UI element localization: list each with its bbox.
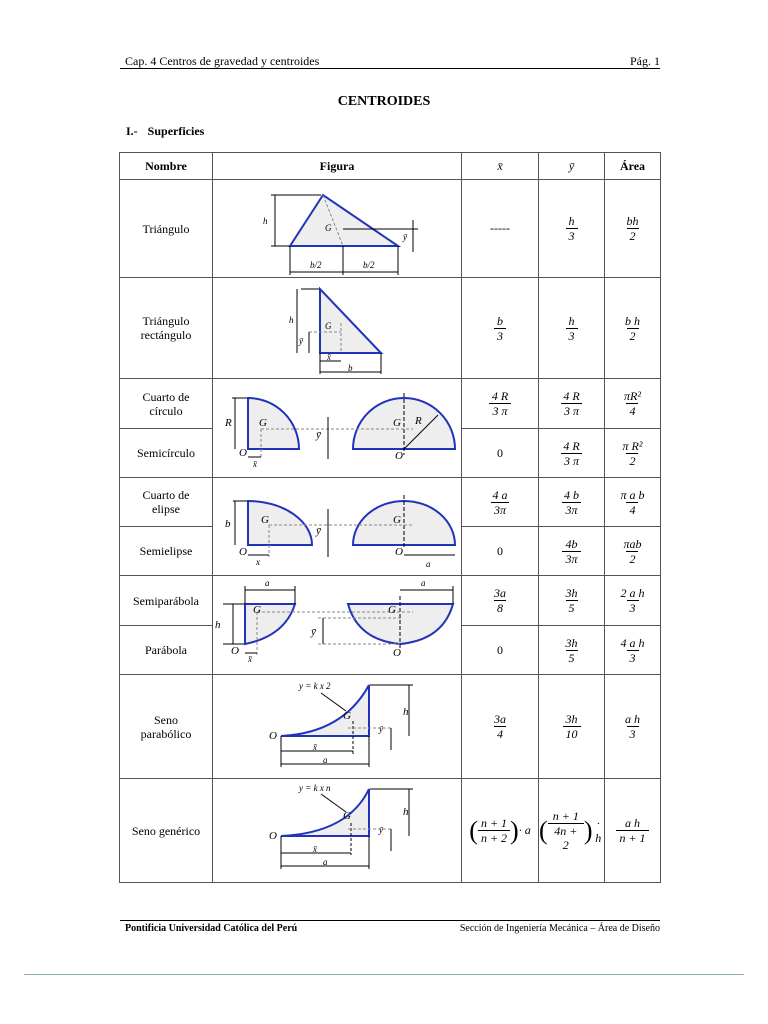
area-value: $\frac{\text{π a b}}{4}$ [605, 478, 661, 527]
triangle-figure [213, 180, 462, 278]
ybar-value: $\frac{4 R}{3 \pi}$ [539, 429, 605, 478]
lbl-h: h [263, 216, 268, 226]
lbl-ybar: ȳ [311, 626, 316, 638]
footer-section: Sección de Ingeniería Mecánica – Área de Diseño [459, 923, 660, 934]
lbl-a: a [426, 558, 431, 569]
circle-figure [213, 379, 462, 478]
col-figura: Figura [213, 153, 462, 180]
table-row [120, 379, 661, 429]
xbar-value: ----- [462, 180, 539, 278]
lbl-h: h [215, 619, 221, 631]
col-nombre: Nombre [120, 153, 213, 180]
xbar-value: 0 [462, 527, 539, 576]
xbar-value: $\frac{4 R}{3 \pi}$ [462, 379, 539, 429]
lbl-xbar: x̄ [313, 742, 317, 752]
area-value: $\frac{\text{πab}}{2}$ [605, 527, 661, 576]
row-name: Semielipse [120, 527, 213, 576]
lbl-a: a [323, 755, 328, 765]
xbar-value: 0 [462, 429, 539, 478]
row-name: Triángulo rectángulo [120, 278, 213, 379]
table-row [120, 278, 661, 379]
ybar-value: ( $\frac{n + 1}{4n + 2}$ ) · h [539, 779, 605, 883]
table-row [120, 675, 661, 779]
area-value: $\frac{\text{4 a h}}{3}$ [605, 626, 661, 675]
xbar-value: $\frac{3a}{8}$ [462, 576, 539, 626]
area-value: $\frac{\text{b h}}{2}$ [605, 278, 661, 379]
lbl-G: G [343, 810, 351, 822]
lbl-b: b [225, 517, 231, 530]
lbl-xbar: x̄ [248, 654, 252, 664]
lbl-xbar: x̄ [253, 459, 257, 469]
lbl-G-left: G [253, 604, 261, 616]
lbl-ybar: ȳ [379, 825, 383, 835]
general-spandrel-figure [213, 779, 462, 883]
lbl-x: x [256, 556, 260, 567]
header-page: Pág. 1 [630, 54, 660, 68]
lbl-G-left: G [259, 417, 267, 429]
area-value: $\frac{\text{a h}}{n + 1}$ [605, 779, 661, 883]
lbl-O-right: O [395, 545, 403, 558]
section-number: I.- [126, 124, 138, 138]
ybar-value: $\frac{h}{3}$ [539, 180, 605, 278]
lbl-G: G [325, 321, 332, 331]
xbar-value: $\frac{3a}{4}$ [462, 675, 539, 779]
lbl-G-left: G [261, 513, 269, 526]
ybar-value: $\frac{4 R}{3 \pi}$ [539, 379, 605, 429]
footer-university: Pontificia Universidad Católica del Perú [125, 923, 298, 934]
lbl-b: b [348, 363, 353, 373]
lbl-ybar: ȳ [316, 524, 321, 537]
parabolic-spandrel-figure [213, 675, 462, 779]
xbar-value: $\frac{4 a}{3\pi}$ [462, 478, 539, 527]
area-value: $\frac{\text{a h}}{3}$ [605, 675, 661, 779]
row-name: Cuarto de círculo [120, 379, 213, 429]
ybar-value: $\frac{h}{3}$ [539, 278, 605, 379]
lbl-O: O [269, 730, 277, 742]
xbar-value: $\frac{b}{3}$ [462, 278, 539, 379]
lbl-a-right: a [421, 578, 426, 588]
lbl-equation: y = k x n [299, 783, 331, 793]
lbl-b2-left: b/2 [310, 260, 322, 270]
lbl-O-right: O [393, 647, 401, 659]
col-xbar: x̄ [462, 153, 539, 180]
col-ybar: ȳ [539, 153, 605, 180]
lbl-equation: y = k x 2 [299, 681, 331, 691]
area-value: $\frac{\text{πR²}}{4}$ [605, 379, 661, 429]
row-name: Semiparábola [120, 576, 213, 626]
lbl-h: h [403, 806, 409, 818]
ybar-value: $\frac{3h}{5}$ [539, 626, 605, 675]
lbl-xbar: x̄ [313, 844, 317, 854]
row-name: Seno parabólico [120, 675, 213, 779]
area-value: $\frac{\text{π R²}}{2}$ [605, 429, 661, 478]
page-title: CENTROIDES [337, 94, 431, 109]
table-row [120, 779, 661, 883]
lbl-b2-right: b/2 [363, 260, 375, 270]
lbl-h: h [289, 315, 294, 325]
table-row [120, 478, 661, 527]
lbl-O-right: O [395, 450, 403, 462]
ybar-value: $\frac{4b}{3\pi}$ [539, 527, 605, 576]
area-value: $\frac{bh}{2}$ [605, 180, 661, 278]
page-bottom-rule [24, 974, 744, 975]
lbl-G-right: G [388, 604, 396, 616]
header-chapter: Cap. 4 Centros de gravedad y centroides [125, 54, 320, 68]
lbl-a-left: a [265, 578, 270, 588]
table-header-row [120, 153, 661, 180]
ellipse-figure [213, 478, 462, 576]
ybar-value: $\frac{3h}{5}$ [539, 576, 605, 626]
lbl-R-left: R [225, 417, 232, 429]
lbl-ybar: ȳ [316, 429, 321, 441]
col-area: Área [605, 153, 661, 180]
row-name: Cuarto de elipse [120, 478, 213, 527]
ybar-value: $\frac{3h}{10}$ [539, 675, 605, 779]
lbl-G-right: G [393, 513, 401, 526]
lbl-O: O [269, 830, 277, 842]
lbl-O-left: O [239, 447, 247, 459]
section-name: Superficies [147, 124, 205, 138]
row-name: Parábola [120, 626, 213, 675]
area-value: $\frac{\text{2 a h}}{3}$ [605, 576, 661, 626]
lbl-O-left: O [239, 545, 247, 558]
ybar-value: $\frac{4 b}{3\pi}$ [539, 478, 605, 527]
section-heading [126, 124, 204, 139]
footer-rule [120, 920, 660, 921]
lbl-ybar: ȳ [299, 336, 303, 346]
row-name: Semicírculo [120, 429, 213, 478]
parabola-figure [213, 576, 462, 675]
lbl-ybar: ȳ [379, 724, 383, 734]
lbl-G: G [325, 223, 332, 233]
lbl-xbar: x̄ [327, 352, 331, 362]
header-rule [120, 68, 660, 69]
centroids-table [119, 152, 661, 883]
xbar-value: 0 [462, 626, 539, 675]
row-name: Seno genérico [120, 779, 213, 883]
table-row [120, 576, 661, 626]
lbl-G: G [343, 710, 351, 722]
xbar-value: ( $\frac{n + 1}{n + 2}$ ) · a [462, 779, 539, 883]
lbl-G-right: G [393, 417, 401, 429]
lbl-O-left: O [231, 645, 239, 657]
row-name: Triángulo [120, 180, 213, 278]
lbl-ybar: ȳ [403, 232, 407, 242]
table-row [120, 180, 661, 278]
right-triangle-figure [213, 278, 462, 379]
lbl-h: h [403, 706, 409, 718]
lbl-a: a [323, 857, 328, 867]
lbl-R-right: R [415, 415, 422, 427]
